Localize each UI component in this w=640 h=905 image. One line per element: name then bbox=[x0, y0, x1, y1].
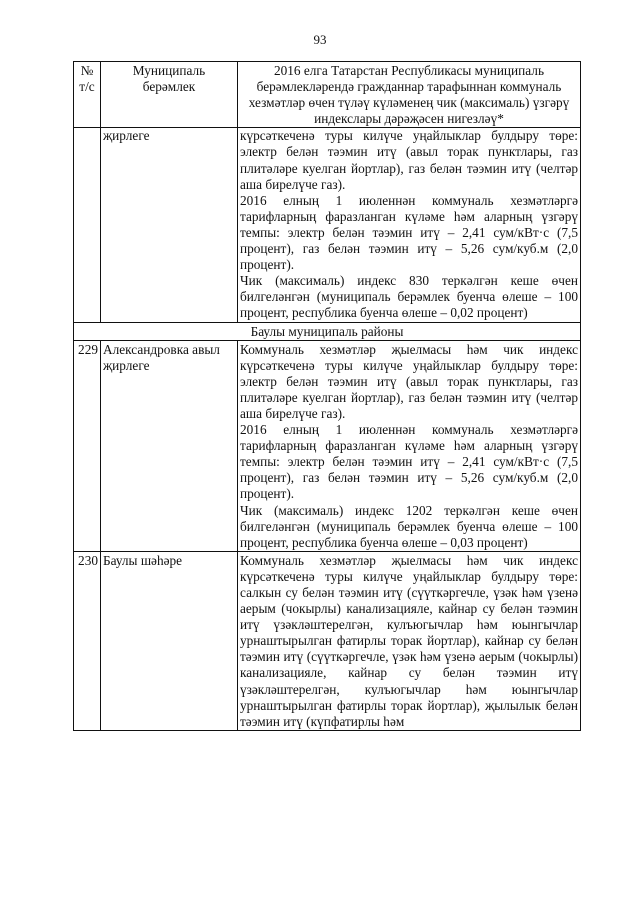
row-paragraph: Коммуналь хезмәтләр җыелмасы һәм чик индекс күрсәткеченә туры килүче уңайлыклар булдыру төре: электр белән тәэмин итү (авыл торак пунктлары, газ плитәләре куелган йортлар), газ белән тәэмин итү (челтәр аша бирелүче газ). bbox=[240, 341, 578, 421]
row-description bbox=[238, 551, 581, 730]
section-row bbox=[74, 322, 581, 340]
row-paragraph: 2016 елның 1 июленнән коммуналь хезмәтләргә тарифларның фаразланган күләме һәм аларның үзгәрү темпы: электр белән тәэмин итү – 2,41 сум/кВт·с (7,5 процент), газ белән тәэмин итү – 5,26 сум/куб.м (2,0 процент). bbox=[240, 422, 578, 502]
row-number: 229 bbox=[74, 340, 101, 551]
page-number: 93 bbox=[313, 32, 327, 47]
table-row bbox=[74, 128, 581, 322]
section-title: Баулы муниципаль районы bbox=[74, 322, 581, 340]
row-paragraph: Коммуналь хезмәтләр җыелмасы һәм чик индекс күрсәткеченә туры килүче уңайлыклар булдыру төре: салкын су белән тәэмин итү (сүүткәргечле, үзәк һәм үзенә аерым (чокырлы) канализацияле, кайнар су белән тәэмин итү үзәкләштерелгән, кулъюгычлар һәм юынгычлар урнаштырылган фатирлы торак йортлар), кайнар су белән тәэмин итү (сүүткәргечле, үзәк һәм үзенә аерым (чокырлы) канализацияле, кайнар су белән тәэмин итү үзәкләштерелгән, кулъюгычлар һәм юынгычлар урнаштырылган фатирлы торак йортлар), җылылык белән тәэмин итү (күпфатирлы һәм bbox=[240, 552, 578, 729]
row-paragraph: Чик (максималь) индекс 830 теркәлгән кеше өчен билгеләнгән (муниципаль берәмлек буенча өлеше – 100 процент, республика буенча өлеше – 0,02 процент) bbox=[240, 273, 578, 321]
row-number bbox=[74, 128, 101, 322]
table-header-row bbox=[74, 62, 581, 128]
table-row bbox=[74, 340, 581, 551]
row-paragraph: күрсәткеченә туры килүче уңайлыклар булдыру төре: электр белән тәэмин итү (авыл торак пунктлары, газ плитәләре куелган йортлар), газ белән тәэмин итү (челтәр аша бирелүче газ). bbox=[240, 128, 578, 192]
row-municipality: Александровка авыл җирлеге bbox=[101, 340, 238, 551]
header-municipality: Муниципаль берәмлек bbox=[101, 62, 238, 128]
row-paragraph: 2016 елның 1 июленнән коммуналь хезмәтләргә тарифларның фаразланган күләме һәм аларның үзгәрү темпы: электр белән тәэмин итү – 2,41 сум/кВт·с (7,5 процент), газ белән тәэмин итү – 5,26 сум/куб.м (2,0 процент). bbox=[240, 192, 578, 273]
municipal-index-table bbox=[73, 61, 581, 731]
row-municipality: җирлеге bbox=[101, 128, 238, 322]
row-description bbox=[238, 340, 581, 551]
row-paragraph: Чик (максималь) индекс 1202 теркәлгән кеше өчен билгеләнгән (муниципаль берәмлек буенча өлеше – 100 процент, республика буенча өлеше – 0,03 процент) bbox=[240, 502, 578, 550]
row-description bbox=[238, 128, 581, 322]
row-municipality: Баулы шәһәре bbox=[101, 551, 238, 730]
table-row bbox=[74, 551, 581, 730]
header-description: 2016 елга Татарстан Республикасы муниципаль берәмлекләрендә гражданнар тарафыннан коммуналь хезмәтләр өчен түләү күләменең чик (максималь) үзгәрү индекслары дәрәҗәсен нигезләү* bbox=[238, 62, 581, 128]
row-number: 230 bbox=[74, 551, 101, 730]
header-number: № т/с bbox=[74, 62, 101, 128]
